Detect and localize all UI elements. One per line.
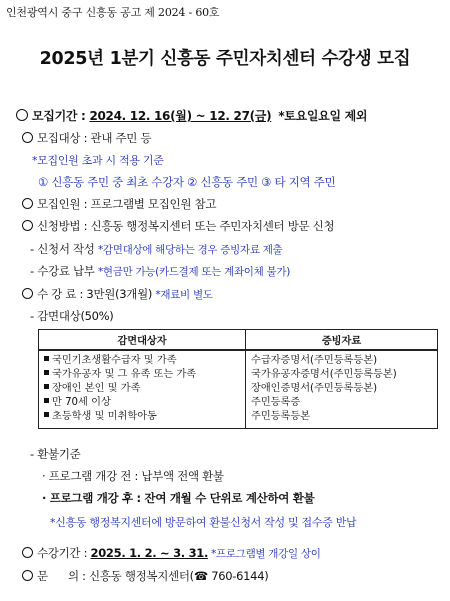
list-item: 장애인증명서(주민등록등본) xyxy=(251,383,378,394)
hollow-circle-icon xyxy=(22,570,33,581)
inquiry-row xyxy=(22,568,268,584)
recruit-period-row xyxy=(16,107,367,124)
list-item: 만 70세 이상 xyxy=(44,396,240,410)
apply-method-text: 신청방법 : 신흥동 행정복지센터 또는 주민자치센터 방문 신청 xyxy=(37,219,335,233)
list-item: 장애인 본인 및 가족 xyxy=(44,382,240,396)
bullet-square-icon xyxy=(44,398,49,403)
recruit-period-label: 모집기간 : xyxy=(32,109,90,123)
hollow-circle-icon xyxy=(22,288,33,299)
bullet-square-icon xyxy=(44,412,49,417)
eligibility-label: 모집대상 : 관내 주민 등 xyxy=(37,131,152,145)
telephone-icon: ☎ xyxy=(193,569,208,583)
application-form-note: *감면대상에 해당하는 경우 증빙자료 제출 xyxy=(97,244,283,256)
bullet-square-icon xyxy=(44,384,49,389)
reduction-table xyxy=(38,329,438,429)
fee-payment-note: *현금만 가능(카드결제 또는 계좌이체 불가) xyxy=(97,266,290,278)
list-item: 주민등록증 xyxy=(251,397,301,408)
tuition-note: *재료비 별도 xyxy=(155,289,213,301)
hollow-circle-icon xyxy=(22,547,33,558)
page-title: 2025년 1분기 신흥동 주민자치센터 수강생 모집 xyxy=(39,49,411,69)
list-item: 국민기초생활수급자 및 가족 xyxy=(44,354,240,368)
course-period-note: *프로그램별 개강일 상이 xyxy=(208,548,321,560)
capacity-row xyxy=(22,196,216,212)
bullet-square-icon xyxy=(44,370,49,375)
eligibility-row xyxy=(22,130,151,146)
list-item: 주민등록등본 xyxy=(251,411,311,422)
inquiry-phone: 760-6144) xyxy=(207,569,269,583)
hollow-circle-icon xyxy=(22,132,33,143)
reduction-table-header-document: 증빙자료 xyxy=(246,330,438,351)
course-period-row xyxy=(22,545,321,561)
refund-note: *신흥동 행정복지센터에 방문하여 환불신청서 작성 및 접수증 반납 xyxy=(50,516,357,529)
bullet-square-icon xyxy=(44,356,49,361)
eligibility-priority: ① 신흥동 주민 중 최초 수강자 ② 신흥동 주민 ③ 타 지역 주민 xyxy=(38,175,336,189)
list-item: 수급자증명서(주민등록등본) xyxy=(251,355,378,366)
course-period-value: 2025. 1. 2. ~ 3. 31. xyxy=(90,546,209,560)
recruit-period-value: 2024. 12. 16(월) ~ 12. 27(금) xyxy=(89,109,272,123)
recruit-period-note: *토요일요일 제외 xyxy=(278,109,368,123)
tuition-label: 수 강 료 : 3만원(3개월) xyxy=(37,287,156,301)
fee-payment-row xyxy=(30,263,290,279)
reduction-table-header-target: 감면대상자 xyxy=(39,330,246,351)
reduction-documents-cell xyxy=(246,350,438,429)
refund-heading: - 환불기준 xyxy=(30,447,81,461)
course-period-label: 수강기간 : xyxy=(37,546,91,560)
table-row xyxy=(39,350,438,429)
application-form-row xyxy=(30,241,282,257)
apply-method-row xyxy=(22,218,334,234)
refund-before: · 프로그램 개강 전 : 납부액 전액 환불 xyxy=(42,469,224,483)
hollow-circle-icon xyxy=(22,198,33,209)
hollow-circle-icon xyxy=(22,220,33,231)
capacity-text: 모집인원 : 프로그램별 모집인원 참고 xyxy=(37,197,217,211)
fee-payment-label: - 수강료 납부 xyxy=(30,264,98,278)
hollow-circle-icon xyxy=(16,109,28,121)
list-item: 국가유공자 및 그 유족 또는 가족 xyxy=(44,368,240,382)
eligibility-excess-note: *모집인원 초과 시 적용 기준 xyxy=(32,154,164,167)
application-form-label: - 신청서 작성 xyxy=(30,242,98,256)
reduction-heading: - 감면대상(50%) xyxy=(30,309,114,323)
reduction-targets-cell xyxy=(39,350,246,429)
list-item: 국가유공자증명서(주민등록등본) xyxy=(251,369,397,380)
inquiry-label: 문 의 : 신흥동 행정복지센터( xyxy=(37,569,194,583)
refund-after: · 프로그램 개강 후 : 잔여 개월 수 단위로 계산하여 환불 xyxy=(42,491,315,505)
list-item: 초등학생 및 미취학아동 xyxy=(44,410,240,424)
notice-number: 인천광역시 중구 신흥동 공고 제 2024 - 60호 xyxy=(6,6,220,19)
tuition-row xyxy=(22,286,213,302)
